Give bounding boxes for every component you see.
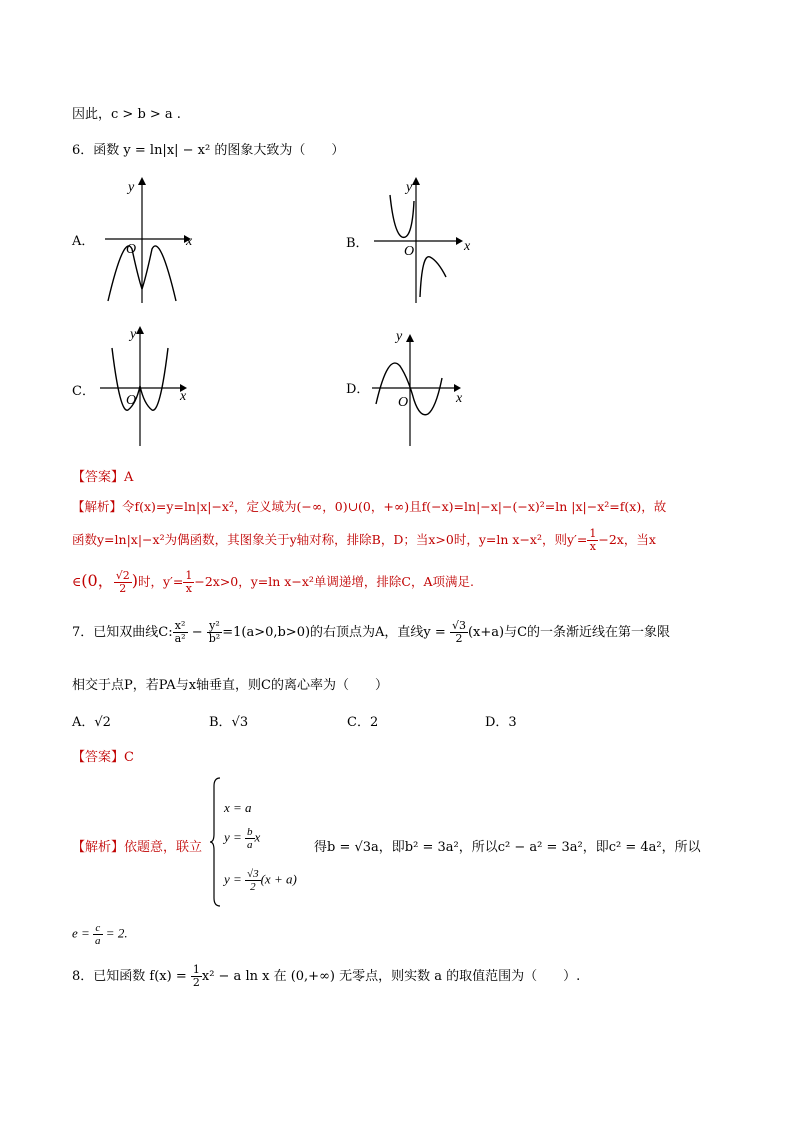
- frac-c-over-a: $\frac{c}{a}$: [95, 922, 101, 947]
- q6-analysis-line-2: [72, 528, 656, 553]
- q7-analysis-prefix: 【解析】依题意，联立: [72, 840, 203, 855]
- graph-a-curve-left: [108, 246, 142, 301]
- graph-b: [372, 175, 472, 307]
- q6-answer: 【答案】A: [72, 470, 134, 485]
- graph-b-x-arrow: [456, 237, 463, 245]
- option-b-label: B．: [346, 236, 369, 251]
- frac-1-over-x: $\frac{1}{x}$: [589, 527, 597, 553]
- frac-sqrt3-over-2: $\frac{√3}{2}$: [451, 619, 466, 645]
- graph-b-y-arrow: [412, 177, 420, 185]
- graph-c: [96, 322, 196, 450]
- frac-x2-over-a2: $\frac{\text{x²}}{\text{a²}}$: [174, 619, 186, 645]
- interval-open: (0，: [81, 571, 114, 590]
- q7-option-a: A．√2: [72, 715, 111, 730]
- graph-b-y-label: y: [406, 180, 413, 195]
- conclusion-line: 因此，c > b > a .: [72, 107, 181, 122]
- option-d-label: D．: [346, 382, 370, 397]
- system-eq-3: y = $\frac{√3}{2}$ (x + a): [224, 868, 297, 893]
- graph-a: [100, 175, 200, 307]
- graph-d-origin: O: [398, 395, 409, 410]
- q6-analysis-line-1: 【解析】令f(x)=y=ln|x|−x²，定义域为(−∞，0)∪(0，+∞)且f(−x)=ln|−x|−(−x)²=ln |x|−x²=f(x)，故: [72, 499, 667, 514]
- graph-b-curve-right: [420, 257, 446, 297]
- graph-a-y-label: y: [128, 180, 135, 195]
- q7-option-c: C．2: [347, 715, 379, 730]
- graph-c-origin: O: [126, 393, 137, 408]
- frac-1-over-x-2: $\frac{1}{x}$: [185, 569, 193, 595]
- q7-eccentricity: e = $\frac{c}{a}$ = 2.: [72, 922, 128, 947]
- frac-b-over-a: $\frac{b}{a}$: [247, 826, 253, 851]
- graph-d-x-label: x: [456, 391, 463, 406]
- graph-a-origin: O: [126, 242, 137, 257]
- q6-analysis-line-3: ∈(0， $\frac{√2}{2}$ )时，y′= $\frac{1}{x}$ −2x>0，y=ln x−x²单调递增，排除C，A项满足.: [72, 569, 474, 595]
- system-eq-2: y = $\frac{b}{a}$ x: [224, 826, 261, 851]
- option-c-label: C．: [72, 384, 95, 399]
- frac-sqrt2-over-2: $\frac{√2}{2}$: [115, 569, 130, 595]
- q7-analysis-suffix: 得b = √3a，即b² = 3a²，所以c² − a² = 3a²，即c² = 4a²，所以: [314, 840, 701, 855]
- graph-a-y-arrow: [138, 177, 146, 185]
- q6-analysis-2b: −2x，当x: [598, 532, 656, 547]
- graph-b-origin: O: [404, 244, 415, 259]
- graph-c-y-label: y: [130, 327, 137, 342]
- interval-close: ): [131, 571, 138, 590]
- graph-a-x-label: x: [186, 234, 193, 249]
- graph-c-x-label: x: [180, 389, 187, 404]
- graph-a-curve-right: [142, 246, 176, 301]
- graph-d: [370, 322, 470, 450]
- question-7-stem-line-2: 相交于点P，若PA与x轴垂直，则C的离心率为（ ）: [72, 678, 388, 693]
- q6-analysis-2a: 函数y=ln|x|−x²为偶函数，其图象关于y轴对称，排除B，D；当x>0时，y=ln x−x²，则y′=: [72, 532, 588, 547]
- frac-half: $\frac{1}{2}$: [192, 963, 200, 989]
- q7-option-b: B．√3: [209, 715, 249, 730]
- graph-b-x-label: x: [464, 239, 471, 254]
- question-8-stem: 8．已知函数 f(x) = $\frac{1}{2}$ x² − a ln x 在 (0,+∞) 无零点，则实数 a 的取值范围为（ ）.: [72, 963, 581, 989]
- graph-c-y-arrow: [136, 326, 144, 334]
- q7-option-d: D．3: [485, 715, 517, 730]
- question-7-stem-line-1: 7．已知双曲线C: $\frac{\text{x²}}{\text{a²}}$ − $\frac{\text{y²}}{\text{b²}}$ =1(a>0,b>0)的右顶点为A，直线y = $\frac{√3}{2}$ (x+a)与C的一条渐近线在第一象限: [72, 619, 671, 645]
- system-eq-1: x = a: [224, 800, 252, 815]
- frac-y2-over-b2: $\frac{\text{y²}}{\text{b²}}$: [208, 619, 221, 645]
- q7-answer: 【答案】C: [72, 750, 134, 765]
- option-a-label: A．: [72, 234, 95, 249]
- question-6-stem: 6．函数 y = ln|x| − x² 的图象大致为（ ）: [72, 143, 345, 158]
- graph-d-y-arrow: [406, 334, 414, 342]
- graph-d-y-label: y: [396, 329, 403, 344]
- frac-sqrt3-over-2-b: $\frac{√3}{2}$: [247, 868, 259, 893]
- system-brace: [210, 776, 222, 908]
- graph-d-curve: [376, 363, 442, 415]
- graph-b-curve-left: [390, 195, 414, 237]
